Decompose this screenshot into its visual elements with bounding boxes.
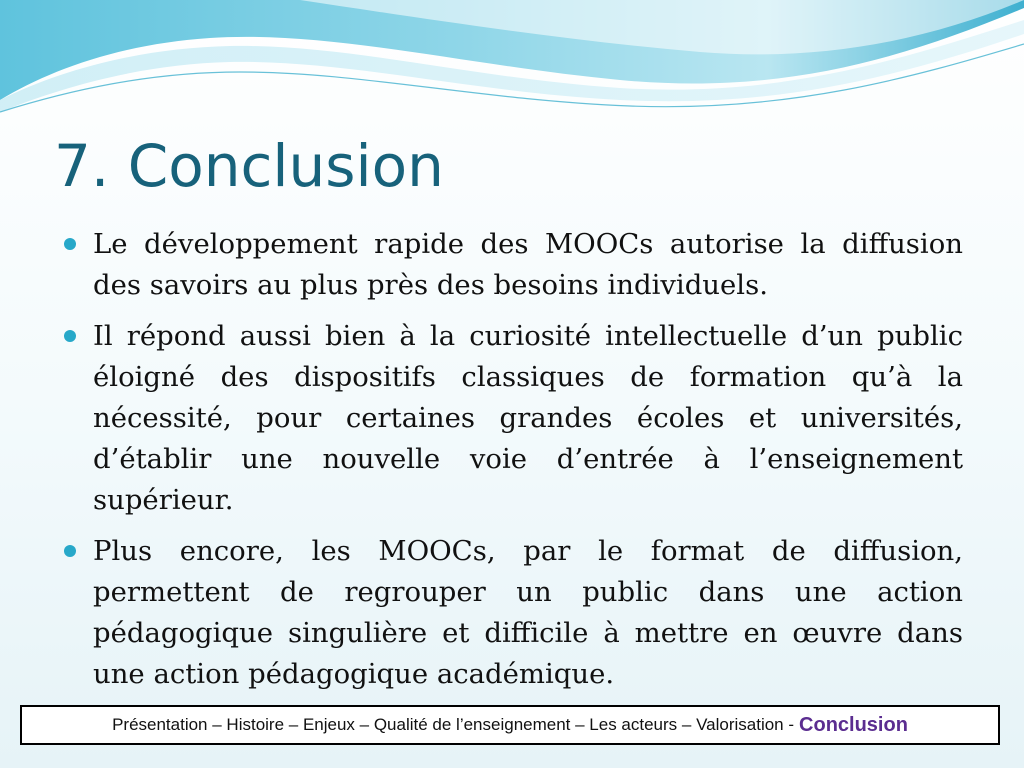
footer-nav-text: Présentation – Histoire – Enjeux – Qualité de l’enseignement – Les acteurs – Valorisation - bbox=[112, 715, 795, 734]
footer-current-section: Conclusion bbox=[799, 713, 908, 736]
section-navigation-footer bbox=[20, 705, 1000, 745]
bullet-dot-icon bbox=[64, 238, 76, 250]
bullet-text: Le développement rapide des MOOCs autorise la diffusion des savoirs au plus près des besoins individuels. bbox=[93, 228, 963, 301]
bullet-item bbox=[64, 224, 963, 306]
bullet-item bbox=[64, 531, 963, 695]
bullet-list bbox=[64, 224, 963, 695]
bullet-dot-icon bbox=[64, 545, 76, 557]
slide-body bbox=[64, 224, 963, 705]
bullet-text: Plus encore, les MOOCs, par le format de diffusion, permettent de regrouper un public dans une action pédagogique singulière et difficile à mettre en œuvre dans une action pédagogique académique. bbox=[93, 535, 963, 690]
bullet-text: Il répond aussi bien à la curiosité intellectuelle d’un public éloigné des dispositifs classiques de formation qu’à la nécessité, pour certaines grandes écoles et universités, d’établir une nouvelle voie d’entrée à l’enseignement supérieur. bbox=[93, 320, 963, 516]
bullet-item bbox=[64, 316, 963, 521]
bullet-dot-icon bbox=[64, 330, 76, 342]
slide-title: 7. Conclusion bbox=[54, 132, 444, 200]
